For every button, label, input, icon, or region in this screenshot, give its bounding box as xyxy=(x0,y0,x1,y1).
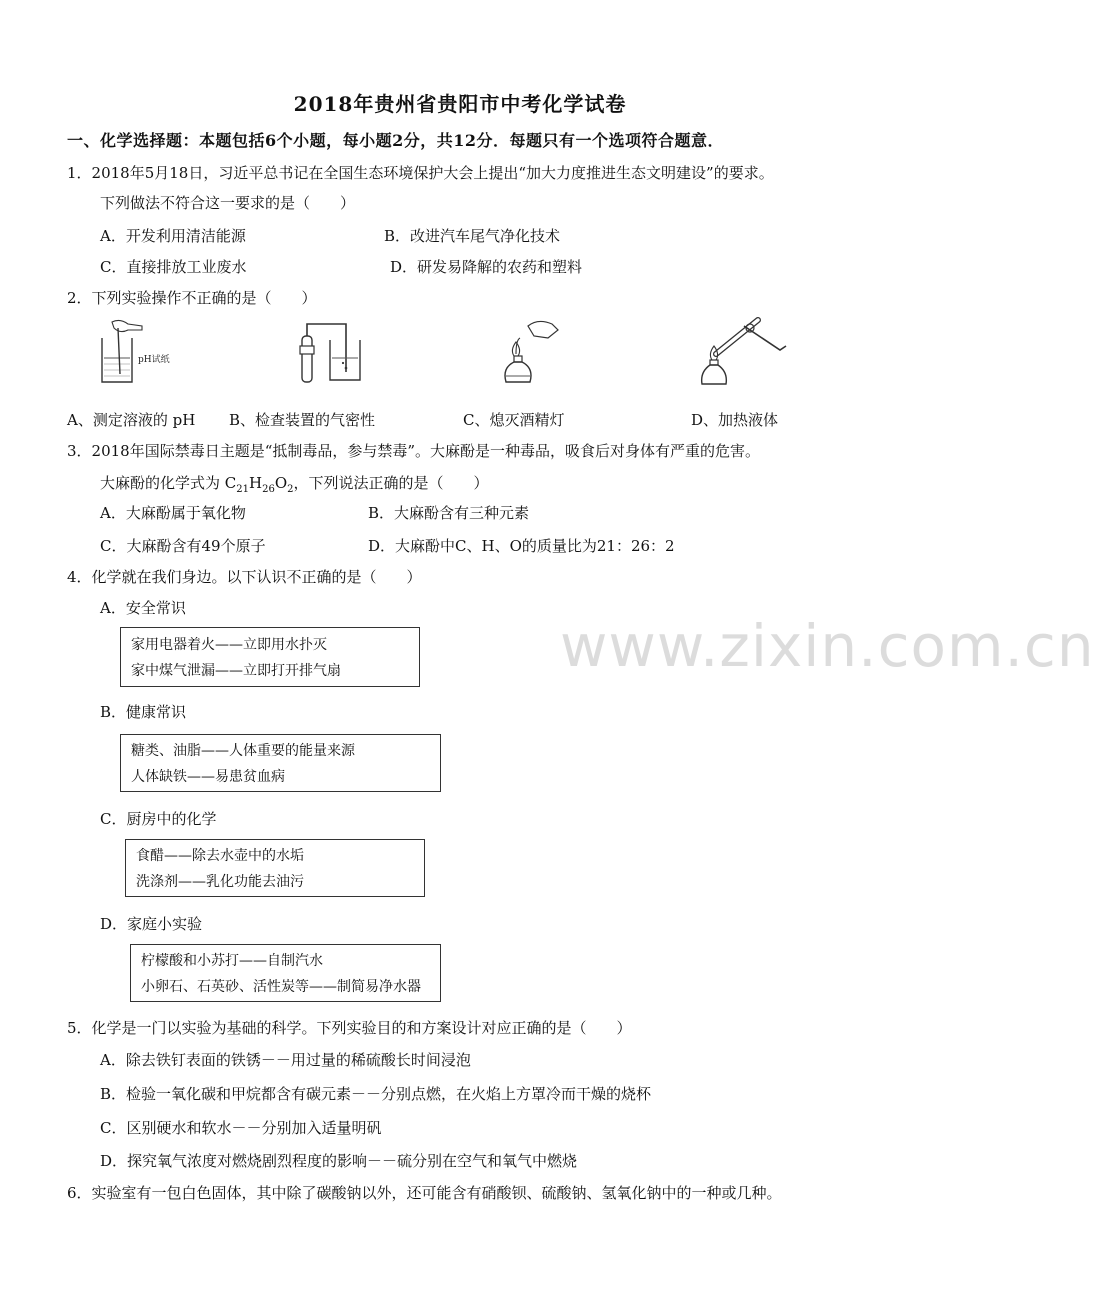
watermark: www.zixin.com.cn xyxy=(560,612,1095,680)
q4-option-c-label: C．厨房中的化学 xyxy=(100,810,217,828)
q5-option-c: C．区别硬水和软水－－分别加入适量明矾 xyxy=(100,1119,382,1137)
q5-stem: 5．化学是一门以实验为基础的科学。下列实验目的和方案设计对应正确的是（ ） xyxy=(67,1019,632,1037)
q3-option-b: B．大麻酚含有三种元素 xyxy=(368,504,530,522)
q1-option-d: D．研发易降解的农药和塑料 xyxy=(390,258,583,276)
q5-option-d: D．探究氧气浓度对燃烧剧烈程度的影响－－硫分别在空气和氧气中燃烧 xyxy=(100,1152,578,1170)
q4-option-d-label: D．家庭小实验 xyxy=(100,915,203,933)
q6-stem: 6．实验室有一包白色固体，其中除了碳酸钠以外，还可能含有硝酸钡、硫酸钠、氢氧化钠中的一种或几种。 xyxy=(67,1184,782,1202)
q2-option-d: D、加热液体 xyxy=(691,411,779,429)
q4-option-a-label: A．安全常识 xyxy=(100,599,186,617)
airtightness-figure xyxy=(296,318,366,388)
q4-b-line1: 糖类、油脂——人体重要的能量来源 xyxy=(131,743,355,759)
q3-option-a: A．大麻酚属于氧化物 xyxy=(100,504,246,522)
q1-option-b: B．改进汽车尾气净化技术 xyxy=(384,227,561,245)
q4-option-a-box xyxy=(120,627,420,687)
q4-option-c-box xyxy=(125,839,425,897)
page-title: 2018年贵州省贵阳市中考化学试卷 xyxy=(293,92,627,116)
q4-c-line2: 洗涤剂——乳化功能去油污 xyxy=(136,874,304,890)
q4-option-b-box xyxy=(120,734,441,792)
q1-option-a: A．开发利用清洁能源 xyxy=(100,227,246,245)
q3-option-c: C．大麻酚含有49个原子 xyxy=(100,537,266,555)
q3-stem-2: 大麻酚的化学式为 $C_{21}H_{26}O_2$，下列说法正确的是（ ） xyxy=(100,474,489,495)
q1-stem-2: 下列做法不符合这一要求的是（ ） xyxy=(100,194,356,212)
alcohol-lamp-figure xyxy=(498,316,568,388)
q5-option-b: B．检验一氧化碳和甲烷都含有碳元素－－分别点燃，在火焰上方罩冷而干燥的烧杯 xyxy=(100,1085,652,1103)
q3-option-d: D．大麻酚中C、H、O的质量比为21：26：2 xyxy=(368,537,675,555)
ph-test-figure xyxy=(98,318,178,388)
q2-option-b: B、检查装置的气密性 xyxy=(229,411,376,429)
q4-b-line2: 人体缺铁——易患贫血病 xyxy=(131,769,285,785)
q4-stem: 4．化学就在我们身边。以下认识不正确的是（ ） xyxy=(67,568,422,586)
ph-paper-label: pH试纸 xyxy=(138,355,170,365)
heating-liquid-figure xyxy=(700,314,790,388)
q4-c-line1: 食醋——除去水壶中的水垢 xyxy=(136,848,304,864)
section-heading: 一、化学选择题：本题包括6个小题，每小题2分，共12分．每题只有一个选项符合题意． xyxy=(67,131,725,150)
q5-option-a: A．除去铁钉表面的铁锈－－用过量的稀硫酸长时间浸泡 xyxy=(100,1051,471,1069)
q4-option-b-label: B．健康常识 xyxy=(100,703,187,721)
q4-d-line2: 小卵石、石英砂、活性炭等——制简易净水器 xyxy=(141,979,421,995)
q4-d-line1: 柠檬酸和小苏打——自制汽水 xyxy=(141,953,323,969)
q1-option-c: C．直接排放工业废水 xyxy=(100,258,247,276)
q4-a-line1: 家用电器着火——立即用水扑灭 xyxy=(131,637,327,653)
q3-stem: 3．2018年国际禁毒日主题是“抵制毒品，参与禁毒”。大麻酚是一种毒品，吸食后对身体有严重的危害。 xyxy=(67,442,761,460)
q2-option-a: A、测定溶液的 pH xyxy=(67,411,196,429)
q4-a-line2: 家中煤气泄漏——立即打开排气扇 xyxy=(131,663,341,679)
q2-stem: 2．下列实验操作不正确的是（ ） xyxy=(67,289,317,307)
q4-option-d-box xyxy=(130,944,441,1002)
q1-stem: 1．2018年5月18日，习近平总书记在全国生态环境保护大会上提出“加大力度推进生态文明建设”的要求。 xyxy=(67,164,774,182)
q2-option-c: C、熄灭酒精灯 xyxy=(463,411,565,429)
